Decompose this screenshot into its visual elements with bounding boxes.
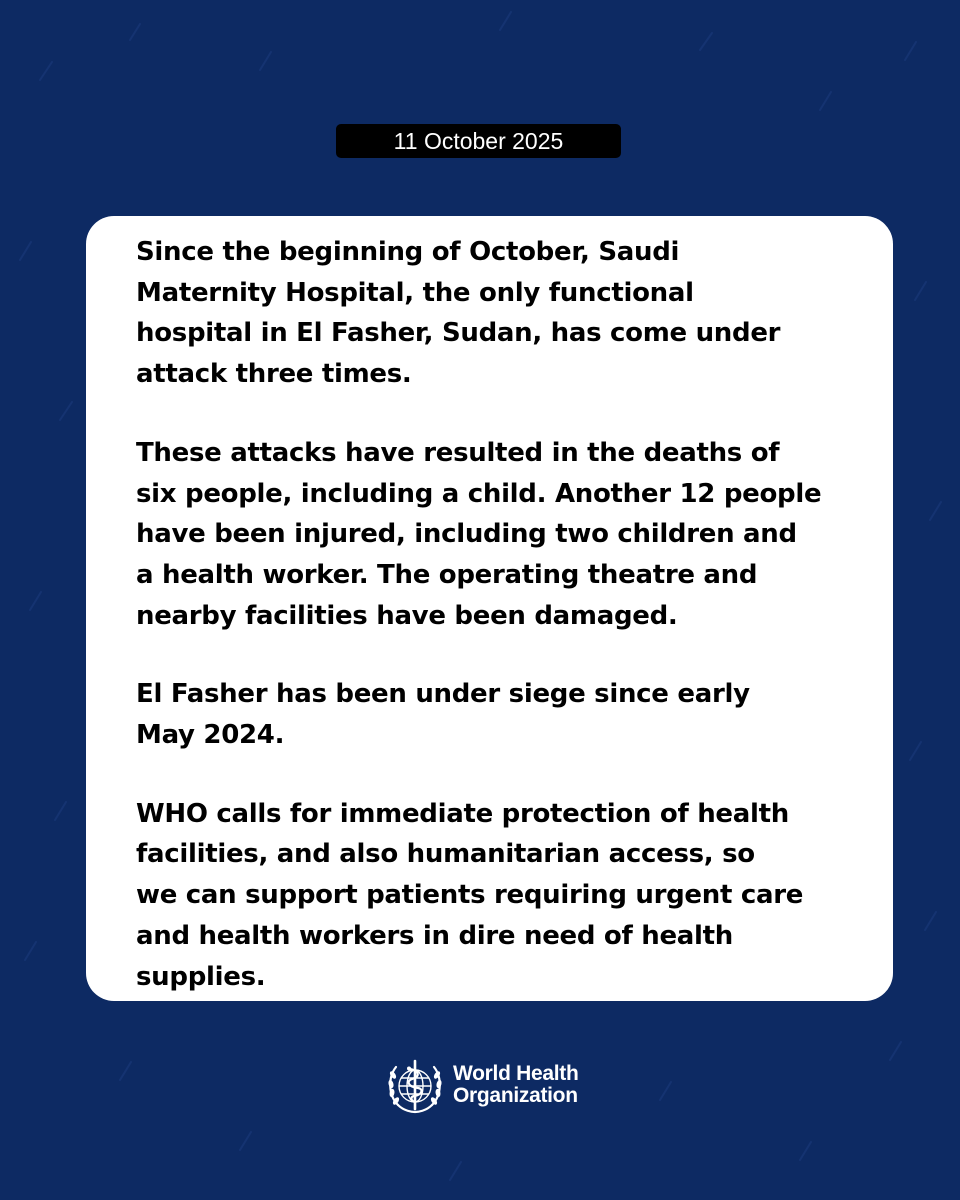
paragraph-2 (136, 433, 893, 637)
paragraph-3 (136, 674, 893, 755)
text-line: and health workers in dire need of health (136, 920, 733, 951)
text-line: a health worker. The operating theatre and (136, 559, 758, 590)
who-emblem-icon (384, 1055, 446, 1115)
who-logo (384, 1055, 579, 1115)
text-line: These attacks have resulted in the deaths of (136, 437, 780, 468)
paragraph-4 (136, 794, 893, 998)
text-line: hospital in El Fasher, Sudan, has come under (136, 318, 781, 349)
logo-text-line-2: Organization (453, 1084, 578, 1107)
text-line: we can support patients requiring urgent care (136, 880, 804, 911)
text-line: WHO calls for immediate protection of health (136, 798, 789, 829)
logo-text-line-1: World Health (453, 1062, 579, 1085)
text-line: May 2024. (136, 720, 285, 751)
text-line: nearby facilities have been damaged. (136, 600, 678, 631)
text-line: El Fasher has been under siege since early (136, 679, 750, 710)
text-line: Maternity Hospital, the only functional (136, 277, 694, 308)
text-line: supplies. (136, 961, 266, 992)
text-line: have been injured, including two children and (136, 519, 797, 550)
paragraph-1 (136, 232, 893, 395)
who-logo-text (453, 1063, 579, 1107)
text-line: Since the beginning of October, Saudi (136, 237, 680, 267)
text-line: facilities, and also humanitarian access, so (136, 839, 755, 870)
text-line: attack three times. (136, 359, 412, 390)
statement-card (86, 216, 893, 1001)
date-label: 11 October 2025 (336, 124, 621, 158)
text-line: six people, including a child. Another 12 people (136, 478, 822, 509)
